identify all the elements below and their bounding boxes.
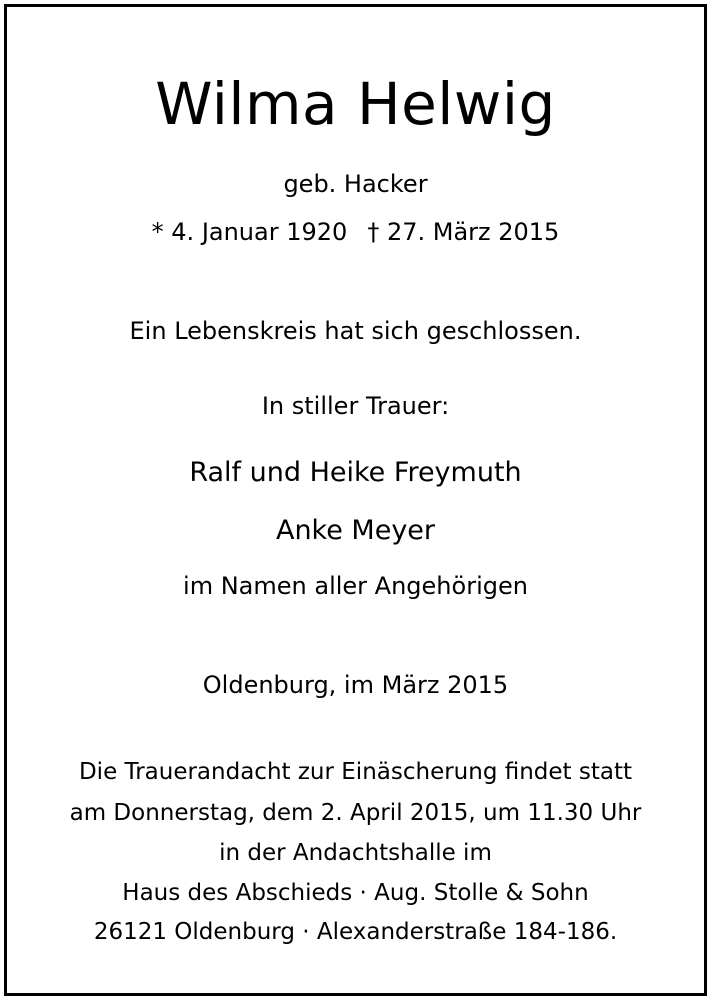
mourning-intro: In stiller Trauer: [261, 392, 450, 420]
announcement-line: am Donnerstag, dem 2. April 2015, um 11.30 Uhr [69, 800, 642, 826]
motto: Ein Lebenskreis hat sich geschlossen. [129, 317, 582, 345]
relatives-line: im Namen aller Angehörigen [183, 572, 528, 600]
obituary-frame [4, 4, 707, 996]
birth-date: * 4. Januar 1920 [151, 218, 348, 246]
announcement-line: Haus des Abschieds · Aug. Stolle & Sohn [122, 880, 589, 906]
place-date: Oldenburg, im März 2015 [202, 671, 509, 699]
death-date: † 27. März 2015 [367, 218, 560, 246]
announcement-line: 26121 Oldenburg · Alexanderstraße 184-186. [93, 919, 618, 945]
maiden-name: geb. Hacker [283, 170, 428, 198]
announcement-line: in der Andachtshalle im [219, 840, 492, 866]
deceased-name: Wilma Helwig [155, 70, 556, 138]
mourner-name: Ralf und Heike Freymuth [189, 457, 522, 488]
announcement-line: Die Trauerandacht zur Einäscherung findet statt [78, 759, 633, 785]
mourner-name: Anke Meyer [275, 515, 436, 546]
life-dates [7, 220, 704, 244]
